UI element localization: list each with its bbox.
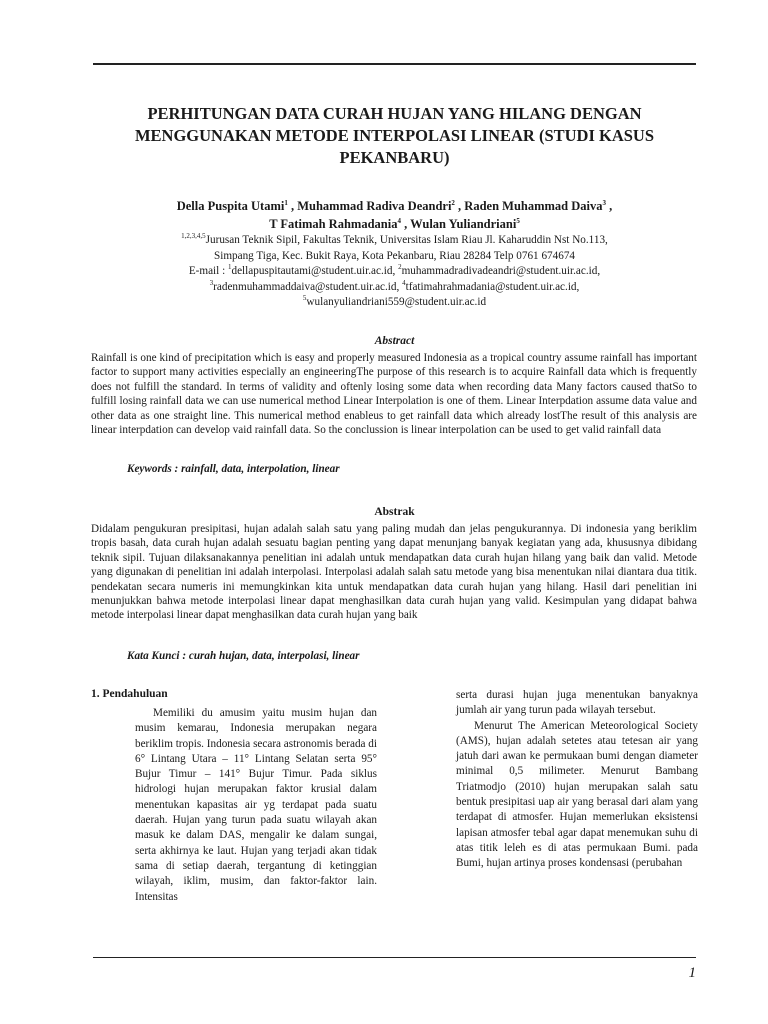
author-mark: 5 (516, 217, 520, 225)
affiliation-line: Simpang Tiga, Kec. Bukit Raya, Kota Pekanbaru, Riau 28284 Telp 0761 674674 (213, 249, 576, 262)
keywords: Keywords : rainfall, data, interpolation, linear (127, 463, 340, 475)
email-line: $^3$radenmuhammaddaiva@student.uir.ac.id, $^4$tfatimahrahmadania@student.uir.ac.id, (209, 278, 580, 293)
affiliation-block (93, 233, 696, 311)
right-column (456, 688, 698, 872)
author-name: Raden Muhammad Daiva (464, 199, 603, 213)
bottom-rule (93, 957, 696, 958)
email-label: E-mail : (188, 265, 226, 277)
author-name: Muhammad Radiva Deandri (297, 199, 452, 213)
author-name: T Fatimah Rahmadania (269, 217, 398, 231)
section-heading-pendahuluan: 1. Pendahuluan (91, 688, 168, 700)
author-name: Della Puspita Utami (176, 199, 285, 213)
email-link[interactable]: dellapuspitautami@student.uir.ac.id (231, 265, 393, 277)
left-column (135, 706, 377, 905)
body-paragraph: Menurut The American Meteorological Society (AMS), hujan adalah setetes atau tetesan air yang jatuh dari awan ke permukaan bumi dengan diameter minimal 0,5 milimeter. Menurut Bambang Triatmodjo (2010) hujan merupakan salah satu bentuk presipitasi uap air yang berasal dari alam yang terdapat di atmosfer. Hujan memerlukan eksistensi lapisan atmosfer tebal agar dapat menemukan suhu di atas titik leleh es di atas permukaan Bumi. pada Bumi, hujan artinya proses kondensasi (perubahan (456, 719, 698, 870)
author-name: Wulan Yuliandriani (410, 217, 517, 231)
abstract-text: Rainfall is one kind of precipitation which is easy and properly measured Indonesia as a tropical country assume rainfall has important factor to support many activities especially an engineeringThe purpose of this research is to acquire Rainfall data which is frequently does not fulfill the standard. In terms of validity and oftenly losing some data when recording data Many factors caused thatSo to fulfill losing rainfall data we can use numerical method Linear Interpolation is one of them. Linear Interpdation assume data value and other data as one straight line. This numerical method enableus to get rainfall data which already lostThe result of this analysis are linear interpdation can develop vaid rainfall data. So the conclussion is linear interpolation can be used to get valid rainfall data (91, 352, 697, 437)
body-paragraph: Memiliki du amusim yaitu musim hujan dan musim kemarau, Indonesia merupakan negara beriklim tropis. Indonesia secara astronomis berada di 6° Lintang Utara – 11° Lintang Selatan serta 95° Bujur Timur – 141° Bujur Timur. Pada siklus hidrologi hujan merupakan faktor krusial dalam menentukan kapasitas air yg terdapat pada suatu daerah. Hujan yang turun pada suatu wilayah akan masuk ke dalam DAS, mengalir ke dalam sungai, serta akhirnya ke laut. Hujan yang terjadi akan tidak sama di setiap daerah, tergantung di ketinggian wilayah, iklim, musim, dan faktor-faktor lain. Intensitas (135, 707, 378, 903)
email-link[interactable]: radenmuhammaddaiva@student.uir.ac.id (213, 280, 397, 293)
email-link[interactable]: tfatimahrahmadania@student.uir.ac.id (405, 280, 577, 293)
paper-title: PERHITUNGAN DATA CURAH HUJAN YANG HILANG DENGAN MENGGUNAKAN METODE INTERPOLASI LINEAR (STUDI KASUS PEKANBARU) (134, 104, 655, 167)
email-link[interactable]: wulanyuliandriani559@student.uir.ac.id (306, 296, 487, 308)
page-number: 1 (688, 965, 696, 981)
author-mark: 3 (602, 199, 607, 207)
email-line: E-mail : $^1$dellapuspitautami@student.uir.ac.id, $^2$muhammadradivadeandri@student.uir.ac.id, (188, 263, 601, 277)
affiliation-line: $^{1,2,3,4,5}$Jurusan Teknik Sipil, Fakultas Teknik, Universitas Islam Riau Jl. Kaharuddin Nst No.113, (181, 232, 608, 246)
body-paragraph: serta durasi hujan juga menentukan banyaknya jumlah air yang turun pada wilayah tersebut. (456, 689, 698, 717)
email-link[interactable]: muhammadradivadeandri@student.uir.ac.id (401, 265, 598, 277)
kata-kunci: Kata Kunci : curah hujan, data, interpolasi, linear (127, 650, 360, 662)
abstract-heading: Abstract (374, 335, 415, 347)
email-line: $^5$wulanyuliandriani559@student.uir.ac.id (302, 294, 487, 308)
top-rule (93, 63, 696, 65)
abstrak-text: Didalam pengukuran presipitasi, hujan adalah salah satu yang paling mudah dan jelas pengukurannya. Di indonesia yang beriklim tropis basah, data curah hujan adalah sesuatu bagian penting yang dapat menunjang banyak kegiatan yang ada, khususnya dibidang teknik sipil. Tujuan dilaksanakannya penelitian ini adalah untuk mendapatkan data curah hujan hilang yang baik dan valid. Metode yang digunakan di penelitian ini adalah interpolasi. Interpolasi adalah salah satu metode yang bisa menentukan nilai diantara dua titik. pendekatan secara numeris ini memungkinkan kita untuk mendapatkan data curah hujan yang hilang. Hasil dari penelitian ini menunjukkan bahwa metode interpolasi linear dapat menghasilkan data curah hujan yang valid. Kesimpulan yang didapat bahwa metode interpolasi linear dapat menghasilkan data curah hujan yang baik (91, 523, 697, 622)
author-list: Della Puspita Utami$^1$ , Muhammad Radiva Deandri$^2$ , Raden Muhammad Daiva$^3$ , T Fatimah Rahmadania$^4$ , Wulan Yuliandriani$^5$ (176, 199, 613, 231)
author-mark: 1 (284, 199, 288, 207)
author-mark: 2 (451, 199, 455, 207)
author-mark: 4 (397, 217, 401, 225)
affiliation-mark: 1,2,3,4,5 (181, 232, 206, 240)
abstrak-heading: Abstrak (374, 506, 415, 518)
